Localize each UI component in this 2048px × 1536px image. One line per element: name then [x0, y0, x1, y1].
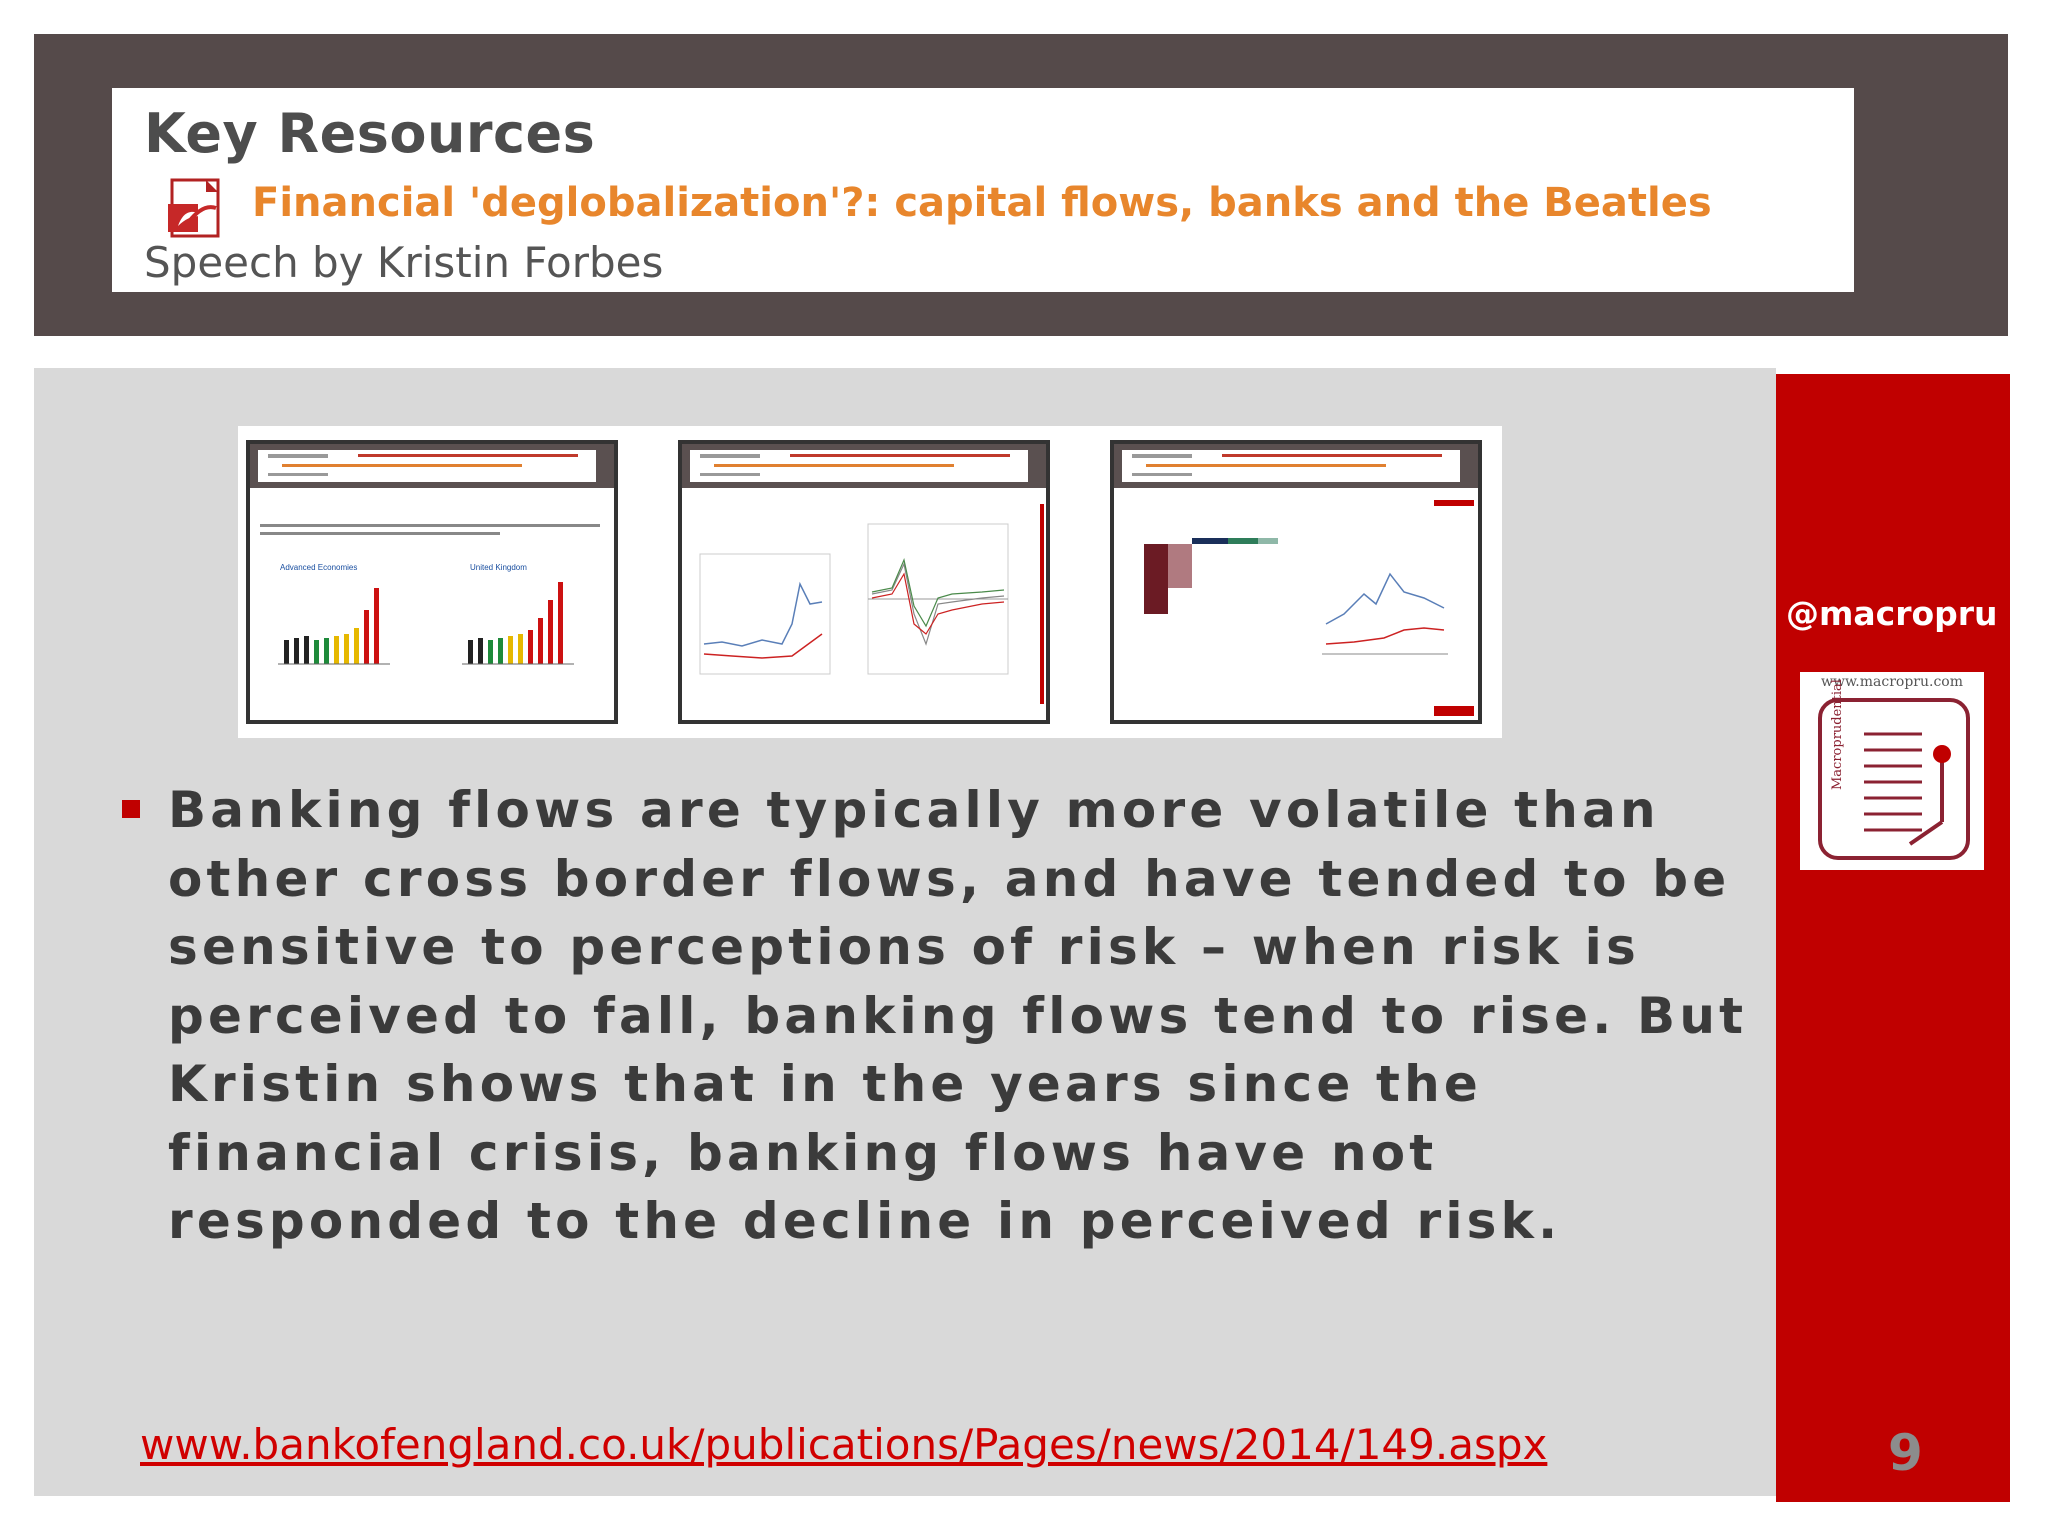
speech-by-label: Speech by Kristin Forbes — [144, 238, 664, 287]
red-sidebar — [1776, 374, 2010, 1502]
slide-thumbnail-2[interactable] — [678, 440, 1050, 724]
macropru-logo[interactable] — [1800, 672, 1984, 870]
bank-of-england-link[interactable]: www.bankofengland.co.uk/publications/Pages/news/2014/149.aspx — [140, 1420, 1548, 1469]
bullet-marker — [122, 800, 140, 818]
logo-url: www.macropru.com — [1821, 674, 1963, 690]
key-resources-card — [112, 88, 1854, 292]
speech-link[interactable]: Financial 'deglobalization'?: capital flows, banks and the Beatles — [252, 180, 1712, 226]
key-resources-title: Key Resources — [144, 102, 596, 165]
slide-thumbnail-3[interactable] — [1110, 440, 1482, 724]
slide-thumbnails — [238, 426, 1502, 738]
svg-text:United Kingdom: United Kingdom — [470, 563, 527, 572]
slide-thumbnail-1[interactable] — [246, 440, 618, 724]
pdf-icon[interactable] — [164, 174, 230, 240]
svg-text:Advanced Economies: Advanced Economies — [280, 563, 358, 572]
bullet-text: Banking flows are typically more volatile than other cross border flows, and have tended to be sensitive to perceptions of risk – when risk is perceived to fall, banking flows tend to rise. But Kristin shows that in the years since the financial crisis, banking flows have not responded to the decline in perceived risk. — [168, 781, 1748, 1250]
logo-wordmark: Macroprudential — [1830, 679, 1845, 790]
page-number: 9 — [1888, 1424, 1923, 1482]
twitter-handle[interactable]: @macropru — [1786, 594, 1998, 633]
